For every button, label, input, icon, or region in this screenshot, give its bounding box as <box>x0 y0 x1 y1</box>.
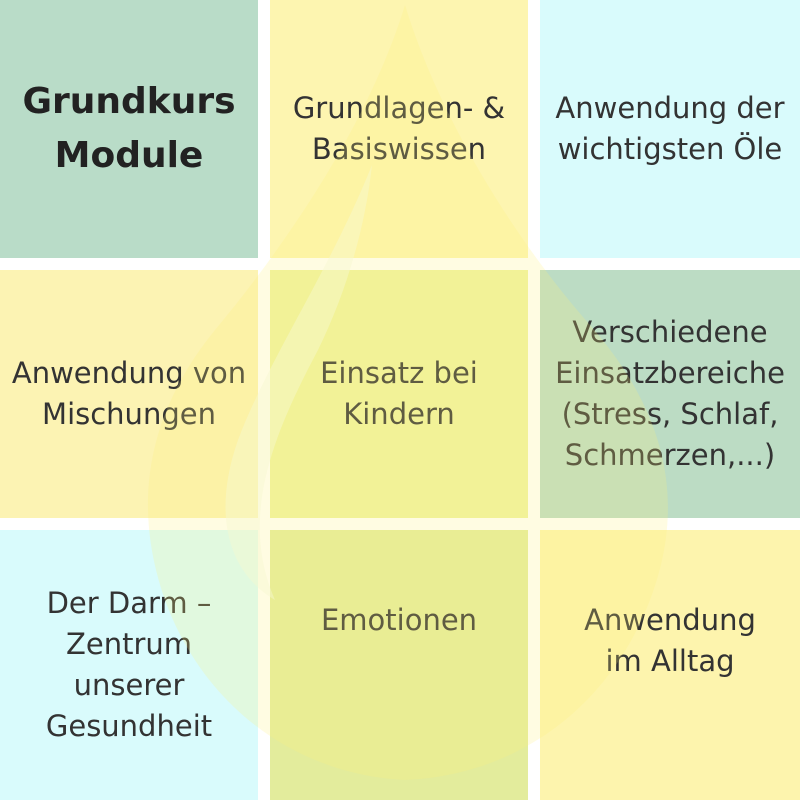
tile-label-line: Anwendung <box>584 603 756 637</box>
tile-label-line: Basiswissen <box>311 132 487 166</box>
tile-label-line: Einsatzbereiche <box>555 355 785 390</box>
tile-label-line: im Alltag <box>605 644 735 679</box>
tile-emotionen <box>270 530 528 800</box>
tile-label-line: wichtigsten Öle <box>557 132 783 166</box>
tile-label-line: (Stress, Schlaf, <box>561 397 779 431</box>
grid-title-line-1: Grundkurs <box>22 81 236 122</box>
tile-label-line: Schmerzen,...) <box>564 438 776 473</box>
tile-label-line: unserer <box>73 668 185 702</box>
tile-einsatzbereiche <box>540 270 800 518</box>
tile-label-line: Mischungen <box>42 397 216 431</box>
tile-grundlagen <box>270 0 528 258</box>
tile-kinder <box>270 270 528 518</box>
tile-mischungen <box>0 270 258 518</box>
tile-label-line: Gesundheit <box>45 709 213 744</box>
tile-label-line: Grundlagen- & <box>292 90 506 125</box>
tile-wichtigste-oele <box>540 0 800 258</box>
grid-title-line-2: Module <box>54 135 204 176</box>
tile-label-line: Zentrum <box>65 626 192 661</box>
tile-label-line: Anwendung der <box>555 90 785 125</box>
tile-label-line: Anwendung von <box>11 355 247 390</box>
tile-label-line: Der Darm – <box>46 585 212 620</box>
tile-grundkurs-module <box>0 0 258 258</box>
tile-alltag <box>540 530 800 800</box>
tile-label-line: Verschiedene <box>572 314 768 349</box>
tile-darm <box>0 530 258 800</box>
tile-label-line: Einsatz bei <box>320 355 478 390</box>
tile-label-line: Kindern <box>343 397 455 431</box>
tile-label-line: Emotionen <box>320 603 478 637</box>
